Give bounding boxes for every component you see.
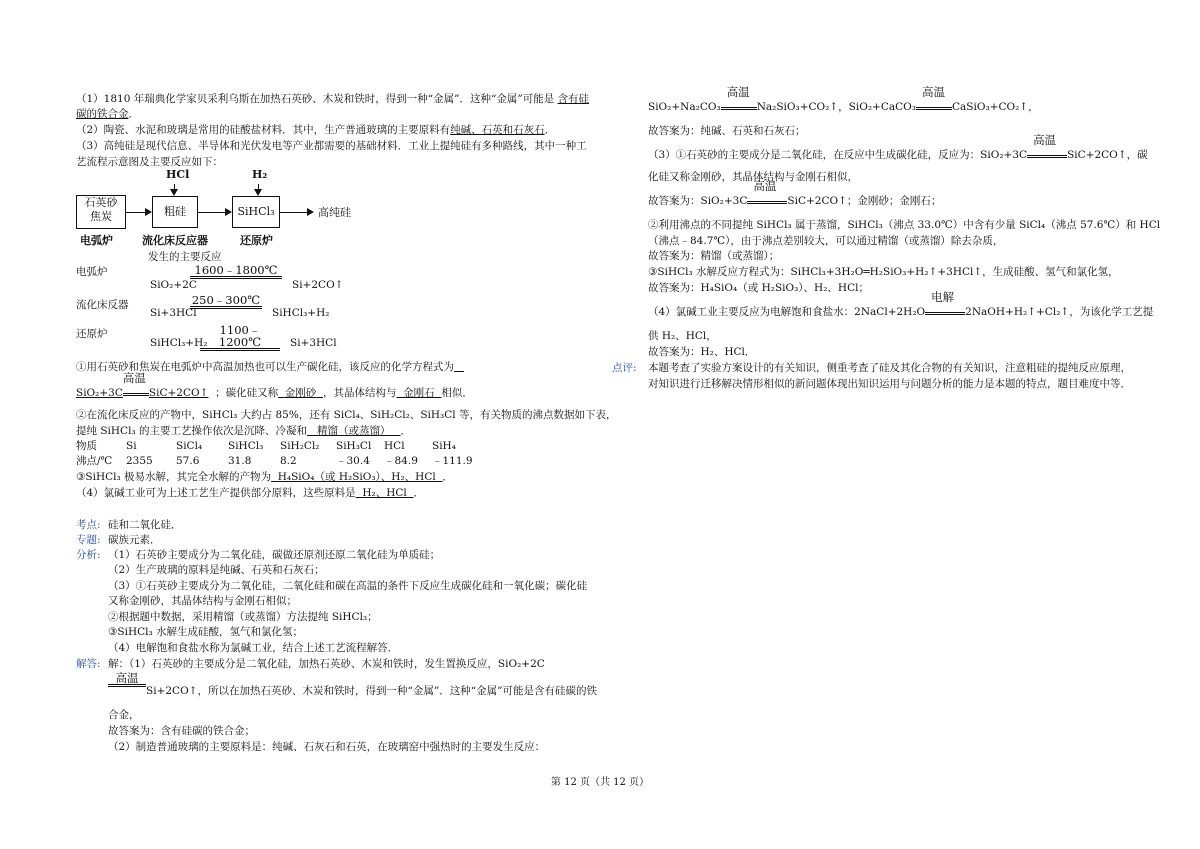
right-solution-line: 化硅又称金刚砂，其晶体结构与金刚石相似， (648, 171, 858, 183)
right-answer-line: 故答案为：精馏（或蒸馏）； (648, 250, 780, 262)
fluidized-bed-label: 流化床反应器 (142, 234, 208, 247)
reaction2-condition: 250﹣300℃ (191, 293, 261, 307)
solution-line: （2）制造普通玻璃的主要原料是：纯碱、石灰石和石英，在玻璃窑中强热时的主要发生反应： (108, 741, 546, 753)
box-quartz-coke: 石英砂 焦炭 (76, 195, 126, 229)
solution-line: 解：（1）石英砂的主要成分是二氧化硅，加热石英砂、木炭和铁时，发生置换反应，SiO₂+2C (108, 658, 545, 670)
reaction3-condition: 1100﹣1200℃ (200, 324, 280, 351)
reaction2-left: Si+3HCl (150, 307, 197, 319)
reaction1-right: Si+2CO↑ (292, 279, 344, 291)
reactions-heading: 发生的主要反应 (148, 251, 222, 263)
arrow-h2-down (258, 184, 259, 190)
q3-line: （3）高纯硅是现代信息、半导体和光伏发电等产业都需要的基础材料．工业上提纯硅有多种路线，其中一种工 (76, 140, 587, 152)
table-header-row: 物质 Si SiCl₄ SiHCl₃ SiH₂Cl₂ SiH₃Cl HCl SiH₄ (76, 440, 456, 452)
box-crude-silicon: 粗硅 (152, 196, 198, 228)
boiling-point-table (76, 439, 473, 469)
right-solution-line: （沸点﹣84.7℃），由于沸点差别较大，可以通过精馏（或蒸馏）除去杂质， (648, 235, 1004, 247)
table-row: 沸点/℃ 2355 57.6 31.8 8.2 ﹣30.4 ﹣84.9 ﹣111.9 (76, 455, 473, 467)
analysis-line: （4）电解饱和食盐水称为氯碱工业，结合上述工艺流程解答． (108, 642, 399, 654)
right-answer-line: 故答案为：SiO₂+3C 高温 SiC+2CO↑；金刚砂；金刚石； (648, 179, 942, 207)
comment-line: 对知识进行迁移解决情形相似的新问题体现出知识运用与问题分析的能力是本题的特点，题目难度中等． (648, 378, 1131, 390)
sub1-equation: SiO₂+3C 高温 SiC+2CO↑ (76, 371, 209, 399)
input-hcl-label: HCl (166, 168, 190, 181)
electric-arc-furnace-label: 电弧炉 (80, 234, 113, 247)
arrow-3 (280, 212, 308, 213)
solution-line: 故答案为：含有硅碳的铁合金； (108, 725, 255, 737)
reaction1-name: 电弧炉 (76, 266, 108, 278)
q1-line2: 碳的铁合金． (76, 108, 139, 120)
right-answer-line: 故答案为：纯碱、石英和石灰石； (648, 125, 806, 137)
high-purity-silicon-label: 高纯硅 (318, 206, 351, 219)
reaction2-name: 流化床反器 (76, 299, 129, 311)
analysis-line: ②根据题中数据，采用精馏（或蒸馏）方法提纯 SiHCl₃； (108, 611, 378, 623)
comment-line: 本题考查了实验方案设计的有关知识，侧重考查了硅及其化合物的有关知识，注意粗硅的提纯反应原理， (648, 362, 1131, 374)
analysis-line: （2）生产玻璃的原料是纯碱、石英和石灰石； (108, 564, 325, 576)
arrow-2 (198, 212, 226, 213)
topic-label: 考点: (76, 519, 101, 531)
right-solution-line: ③SiHCl₃ 水解反应方程式为：SiHCl₃+3H₂O═H₂SiO₃+H₂↑+3HCl↑，生成硅酸、氢气和氯化氢， (648, 266, 1119, 278)
analysis-line: 又称金刚砂，其晶体结构与金刚石相似； (108, 595, 297, 607)
q3-line2: 艺流程示意图及主要反应如下： (76, 156, 223, 168)
right-solution-line: ②利用沸点的不同提纯 SiHCl₃ 属于蒸馏，SiHCl₃（沸点 33.0℃）中含有少量 SiCl₄（沸点 57.6℃）和 HCl (648, 219, 1161, 231)
q1-line: （1）1810 年瑞典化学家贝采利乌斯在加热石英砂、木炭和铁时，得到一种“金属”．这种“金属”可能是 含有硅 (76, 93, 590, 105)
solution-label: 解答: (76, 658, 101, 670)
glass-reactions-line: SiO₂+Na₂CO₃ 高温 Na₂SiO₃+CO₂↑，SiO₂+CaCO₃ 高温 CaSiO₃+CO₂↑， (648, 85, 1039, 113)
arrow-hcl-down (174, 184, 175, 190)
subject-label: 专题: (76, 534, 101, 546)
analysis-line: （1）石英砂主要成分为二氧化硅，碳做还原剂还原二氧化硅为单质硅； (108, 549, 441, 561)
arrow-1 (126, 212, 146, 213)
sub1-line: ①用石英砂和焦炭在电弧炉中高温加热也可以生产碳化硅，该反应的化学方程式为 (76, 361, 454, 373)
q1-answer-part2: 碳的铁合金 (76, 108, 129, 120)
topic-text: 硅和二氧化硅． (108, 519, 182, 531)
solution-line: Si+2CO↑，所以在加热石英砂、木炭和铁时，得到一种“金属”．这种“金属”可能是含有硅碳的铁 (146, 685, 597, 697)
solution-condition: 高温 (108, 672, 146, 687)
sub1-answer-carborundum: 金刚砂 (284, 387, 317, 399)
analysis-label: 分析: (76, 549, 101, 561)
sub2-line2: 提纯 SiHCl₃ 的主要工艺操作依次是沉降、冷凝和 精馏（或蒸馏） ． (76, 425, 412, 437)
reduction-furnace-label: 还原炉 (240, 234, 273, 247)
q4-answer: H₂、HCl (362, 487, 407, 499)
reaction1-condition: 1600﹣1800℃ (190, 264, 282, 279)
q2-line: （2）陶瓷、水泥和玻璃是常用的硅酸盐材料．其中，生产普通玻璃的主要原料有纯碱、石英和石灰石． (76, 124, 556, 136)
q1-answer-part1: 含有硅 (557, 93, 590, 105)
reaction1-left: SiO₂+2C (150, 279, 197, 291)
reaction3-right: Si+3HCl (290, 337, 337, 349)
reaction2-right: SiHCl₃+H₂ (272, 307, 330, 319)
page-footer: 第 12 页（共 12 页） (550, 777, 650, 788)
comment-label: 点评: (612, 362, 637, 374)
sub2-answer: 精馏（或蒸馏） (317, 425, 391, 437)
analysis-line: （3）①石英砂主要成分为二氧化硅，二氧化硅和碳在高温的条件下反应生成碳化硅和一氧化碳；碳化硅 (108, 580, 588, 592)
right-answer-line: 故答案为：H₄SiO₄（或 H₂SiO₃）、H₂、HCl； (648, 282, 869, 294)
sub2-line: ②在流化床反应的产物中，SiHCl₃ 大约占 85%，还有 SiCl₄、SiH₂Cl₂、SiH₃Cl 等，有关物质的沸点数据如下表， (76, 409, 617, 421)
analysis-line: ③SiHCl₃ 水解生成硅酸，氢气和氯化氢； (108, 626, 304, 638)
subject-text: 碳族元素． (108, 534, 161, 546)
q4-line: （4）氯碱工业可为上述工艺生产提供部分原料，这些原料是 H₂、HCl ． (76, 487, 424, 499)
right-solution-line: （3）①石英砂的主要成分是二氧化硅，在反应中生成碳化硅，反应为：SiO₂+3C 高温 SiC+2CO↑，碳 (648, 133, 1148, 161)
reaction3-name: 还原炉 (76, 328, 108, 340)
sub1-line2: SiO₂+3C 高温 SiC+2CO↑ ；碳化硅又称 金刚砂 ，其晶体结构与 金刚石 相似． (76, 371, 473, 399)
reaction3-left: SiHCl₃+H₂ (150, 337, 208, 349)
q2-answer: 纯碱、石英和石灰石 (450, 124, 545, 136)
sub1-answer-diamond: 金刚石 (403, 387, 435, 399)
right-answer-line: 故答案为：H₂、HCl． (648, 346, 756, 358)
solution-line: 合金， (108, 709, 140, 721)
sub3-line: ③SiHCl₃ 极易水解，其完全水解的产物为 H₄SiO₄（或 H₂SiO₃）、H₂、HCl ． (76, 471, 453, 483)
right-solution-line: （4）氯碱工业主要反应为电解饱和食盐水：2NaCl+2H₂O 电解 2NaOH+H₂↑+Cl₂↑，为该化学工艺提 (648, 290, 1154, 318)
sub3-answer: H₄SiO₄（或 H₂SiO₃）、H₂、HCl (277, 471, 436, 483)
box-sihcl3: SiHCl₃ (232, 196, 280, 228)
right-solution-line: 供 H₂、HCl， (648, 330, 717, 342)
input-h2-label: H₂ (252, 168, 268, 181)
